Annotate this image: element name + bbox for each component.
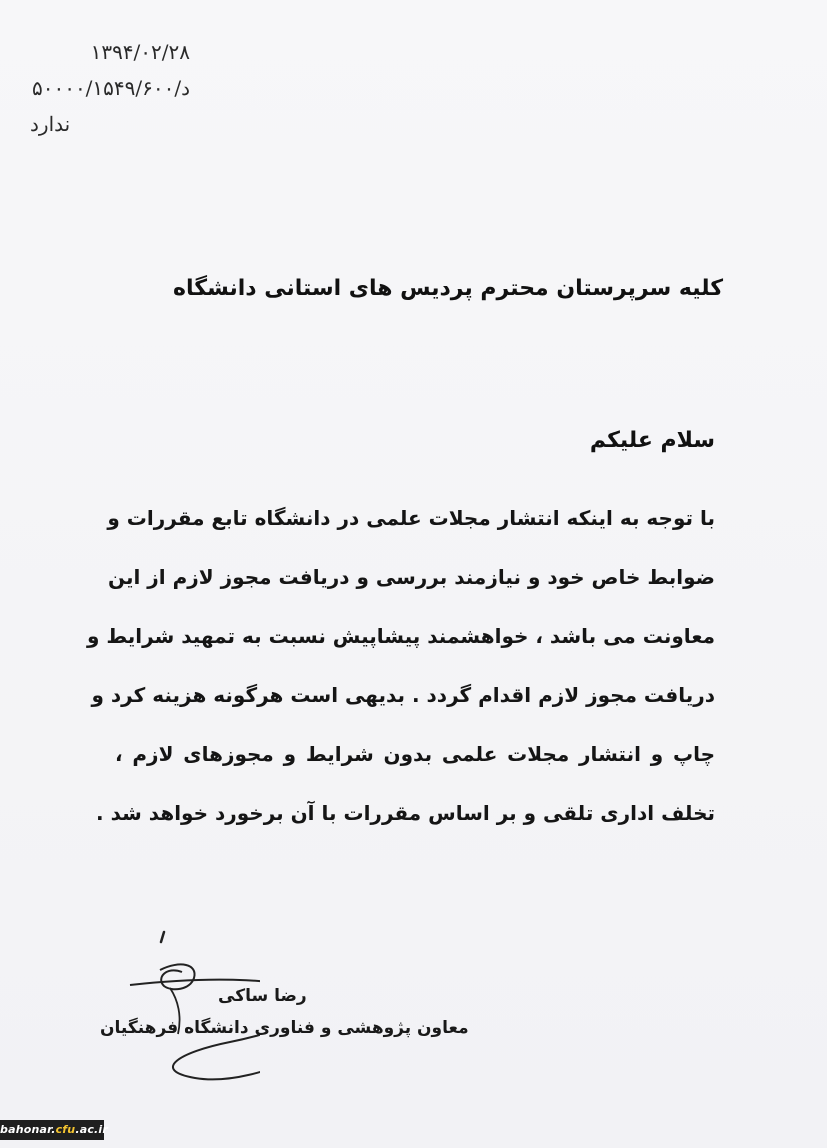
site-watermark <box>0 1120 109 1140</box>
signatory-title: معاون پژوهشی و فناوری دانشگاه فرهنگیان <box>100 1018 469 1038</box>
body-line: ضوابط خاص خود و نیازمند بررسی و دریافت مجوز لازم از این <box>107 565 715 589</box>
watermark-suffix: .ac.ir <box>75 1123 109 1136</box>
watermark-accent: cfu <box>55 1123 76 1136</box>
watermark-prefix: bahonar. <box>0 1123 56 1136</box>
signatory-name: رضا ساکی <box>218 986 307 1006</box>
letter-attachment: ندارد <box>30 112 71 136</box>
letter-number: ۵۰۰۰۰/۱۵۴۹/۶۰۰/د <box>31 76 190 100</box>
body-line: معاونت می باشد ، خواهشمند پیشاپیش نسبت به تمهید شرایط و <box>86 624 715 648</box>
body-line: تخلف اداری تلقی و بر اساس مقررات با آن برخورد خواهد شد . <box>96 801 715 825</box>
body-line: دریافت مجوز لازم اقدام گردد . بدیهی است هرگونه هزینه کرد و <box>91 683 715 707</box>
letter-body <box>86 494 715 848</box>
letter-salutation: سلام علیکم <box>589 428 715 453</box>
letter-recipient: کلیه سرپرستان محترم پردیس های استانی دانشگاه <box>173 276 723 301</box>
letter-header-meta <box>30 34 190 142</box>
letter-date: ۱۳۹۴/۰۲/۲۸ <box>90 40 190 64</box>
body-line: با توجه به اینکه انتشار مجلات علمی در دانشگاه تابع مقررات و <box>107 506 715 530</box>
handwritten-signature <box>60 930 260 1090</box>
body-line: چاپ و انتشار مجلات علمی بدون شرایط و مجوزهای لازم ، <box>115 742 715 766</box>
